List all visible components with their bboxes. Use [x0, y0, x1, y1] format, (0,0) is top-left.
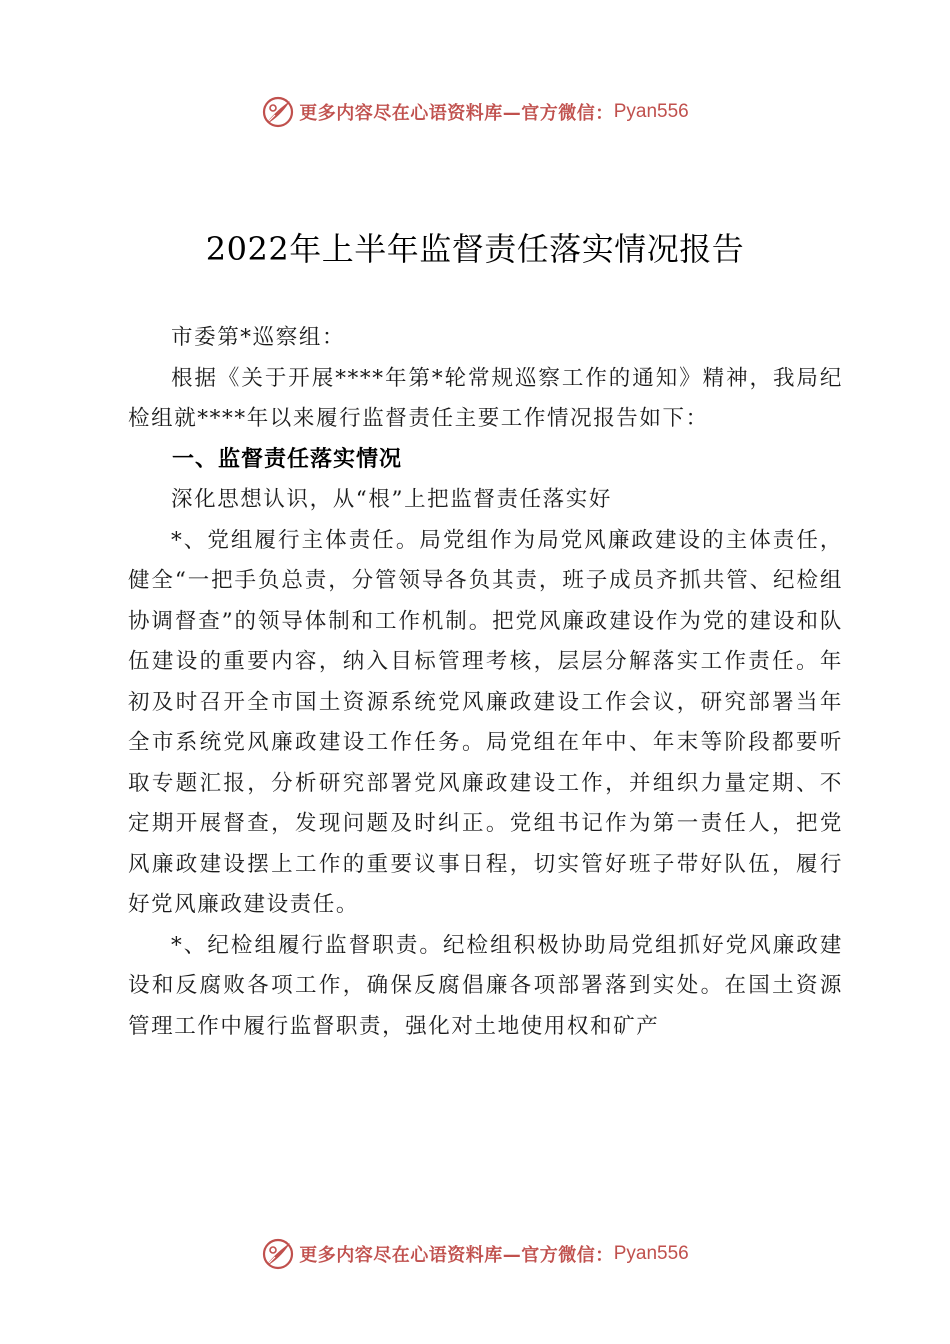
- banner-wechat-id: Pyan556: [613, 101, 689, 122]
- document-title: 2022年上半年监督责任落实情况报告: [205, 230, 745, 268]
- salutation: 市委第*巡察组：: [171, 325, 346, 350]
- document-body: [128, 318, 843, 1047]
- quill-pen-logo-icon: [261, 95, 295, 129]
- banner-wechat-id: Pyan556: [613, 1243, 689, 1264]
- header-banner: [0, 94, 950, 130]
- paragraph-discipline-group: *、纪检组履行监督职责。纪检组积极协助局党组抓好党风廉政建设和反腐败各项工作，确保反腐倡廉各项部署落到实处。在国土资源管理工作中履行监督职责，强化对土地使用权和矿产: [128, 932, 843, 1039]
- section-subheading: 深化思想认识，从“根”上把监督责任落实好: [171, 487, 612, 512]
- section-heading: 一、监督责任落实情况: [172, 446, 403, 472]
- footer-banner: [0, 1236, 950, 1272]
- intro-paragraph: 根据《关于开展****年第*轮常规巡察工作的通知》精神，我局纪检组就****年以来履行监督责任主要工作情况报告如下：: [128, 365, 843, 431]
- banner-text: 更多内容尽在心语资料库—官方微信：: [299, 103, 614, 124]
- paragraph-party-group: *、党组履行主体责任。局党组作为局党风廉政建设的主体责任，健全“一把手负总责，分管领导各负其责，班子成员齐抓共管、纪检组协调督查”的领导体制和工作机制。把党风廉政建设作为党的建设和队伍建设的重要内容，纳入目标管理考核，层层分解落实工作责任。年初及时召开全市国土资源系统党风廉政建设工作会议，研究部署当年全市系统党风廉政建设工作任务。局党组在年中、年末等阶段都要听取专题汇报，分析研究部署党风廉政建设工作，并组织力量定期、不定期开展督查，发现问题及时纠正。党组书记作为第一责任人，把党风廉政建设摆上工作的重要议事日程，切实管好班子带好队伍，履行好党风廉政建设责任。: [128, 527, 843, 917]
- banner-text: 更多内容尽在心语资料库—官方微信：: [299, 1245, 614, 1266]
- quill-pen-logo-icon: [261, 1237, 295, 1271]
